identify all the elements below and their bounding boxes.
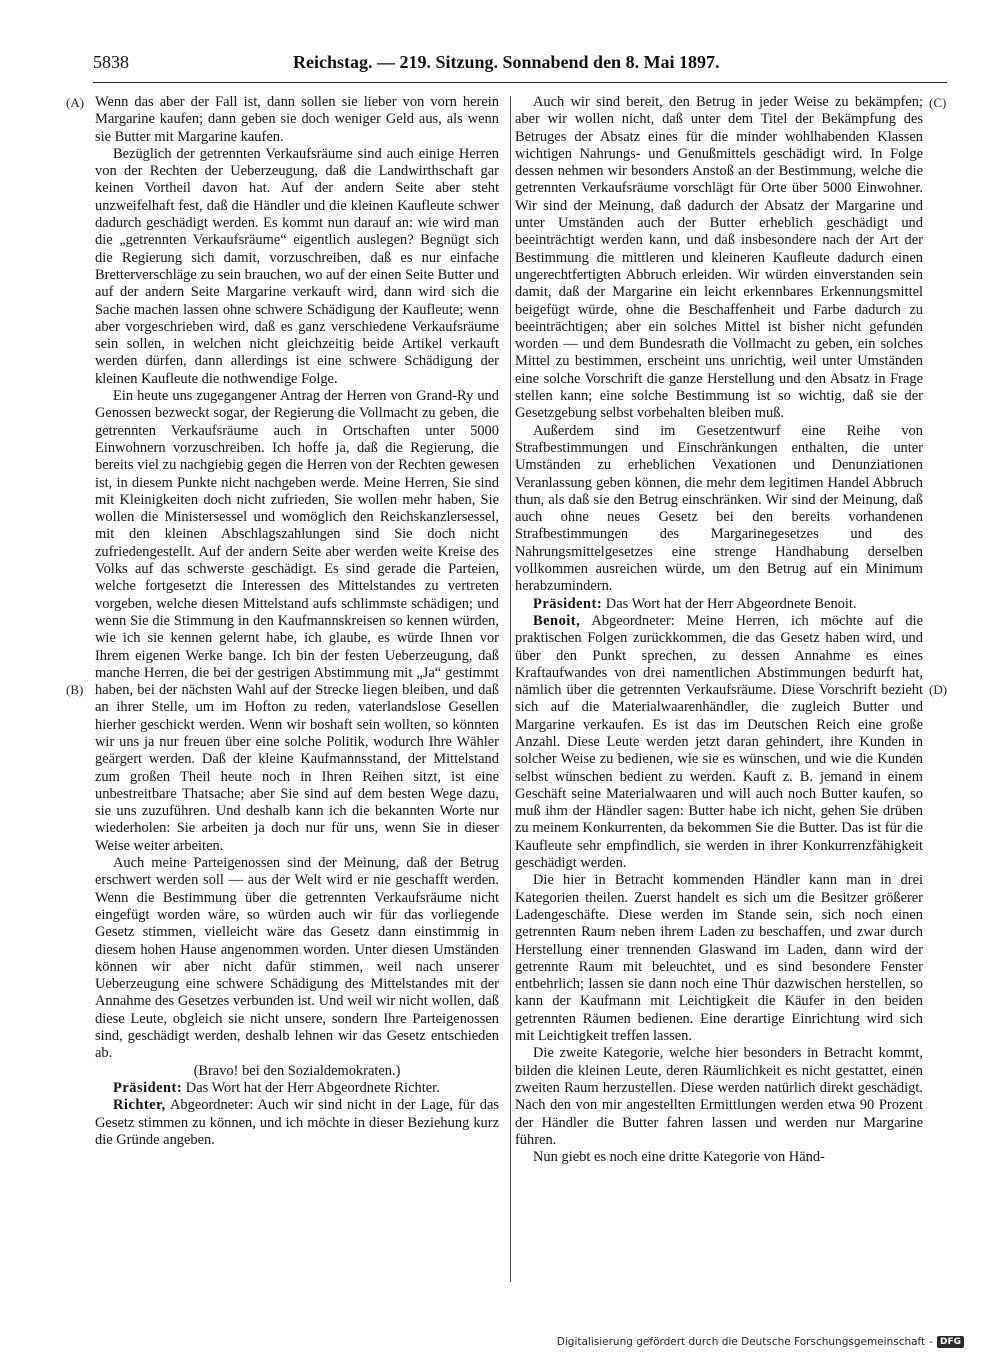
paragraph: Außerdem sind im Gesetzentwurf eine Reihe von Strafbestimmungen und Einschränkungen enthalten, die unter Umständen zu erheblichen Vexationen und Denunziationen Veranlassung geben können, die mehr dem legitimen Handel Abbruch thun, als daß sie den Betrug einschränken. Wir sind der Meinung, daß auch ohne neues Gesetz bei den bereits vorhandenen Strafbestimmungen des Margarinegesetzes und des Nahrungsmittelgesetzes eine strenge Handhabung derselben vollkommen ausreichen würde, um den Betrug auf ein Minimum herabzumindern.: [515, 422, 923, 595]
speech-text: Das Wort hat der Herr Abgeordnete Benoit.: [605, 595, 857, 612]
speech-paragraph: [95, 1080, 499, 1097]
speaker-name: Richter,: [113, 1097, 166, 1114]
header-rule: [93, 82, 947, 83]
paragraph: Ein heute uns zugegangener Antrag der Herren von Grand-Ry und Genossen bezweckt sogar, der Regierung die Vollmacht zu geben, die getrennten Verkaufsräume auch in Ortschaften unter 5000 Einwohnern vorzuschreiben. Ich hoffe ja, daß die Regierung, die bereits viel zu nachgiebig gegen die Herren von der Rechten gewesen ist, in diesem Punkte nicht nachgeben werde. Meine Herren, Sie sind mit Kleinigkeiten doch nicht zufrieden, Sie wollen mehr haben, Sie wollen die Ministersessel und womöglich den Reichskanzlersessel, mit den kleinen Abschlagszahlungen sind Sie doch nicht zufriedengestellt. Auf der andern Seite aber werden weite Kreise des Volks auf das schwerste geschädigt. Es sind gerade die Parteien, welche fortgesetzt die Interessen des Mittelstandes zu vertreten vorgeben, welche diesen Mittelstand aufs schlimmste schädigen; und wenn Sie die Stimmung in den Kaufmannskreisen so kennen würden, wie ich sie kennen gelernt habe, ich glaube, es würde Ihnen vor Ihrem eigenen Werke bange. Ich bin der festen Ueberzeugung, daß manche Herren, die bei der gestrigen Abstimmung mit „Ja“ gestimmt haben, bei der nächsten Wahl auf der Strecke liegen bleiben, und daß an ihrer Stelle, um im Hofton zu reden, vaterlandslose Gesellen hierher geschickt werden. Wenn wir boshaft sein wollten, so könnten wir uns ja nur freuen über eine solche Politik, wodurch Ihre Wähler geärgert werden. Daß der kleine Kaufmannsstand, der Mittelstand zum großen Theil heute noch in Ihren Reihen sitzt, ist eine unbestreitbare Thatsache; aber Sie sind auf dem besten Wege dazu, sie uns zuzuführen. Und deshalb kann ich die bekannten Worte nur wiederholen: Sie arbeiten ja doch nur für uns, wenn Sie in dieser Weise weiter arbeiten.: [95, 388, 499, 854]
speech-text: Das Wort hat der Herr Abgeordnete Richter.: [185, 1079, 440, 1096]
dfg-logo: DFG: [937, 1336, 964, 1348]
margin-marker-b: (B): [66, 682, 84, 697]
speech-paragraph: [95, 1097, 499, 1149]
page-number: 5838: [93, 52, 129, 72]
speech-text: Abgeordneter: Auch wir sind nicht in der Lage, für das Gesetz stimmen zu können, und ich möchte in dieser Beziehung kurz die Gründe angeben.: [95, 1097, 500, 1148]
page-header: [93, 52, 947, 80]
running-title: Reichstag. — 219. Sitzung. Sonnabend den 8. Mai 1897.: [293, 52, 720, 72]
margin-marker-a: (A): [66, 95, 85, 110]
speaker-name: Benoit,: [533, 612, 581, 629]
margin-marker-d: (D): [929, 682, 948, 697]
column-divider: [510, 96, 511, 1282]
paragraph: Auch wir sind bereit, den Betrug in jeder Weise zu bekämpfen; aber wir wollen nicht, daß unter dem Titel der Bekämpfung des Betruges der Absatz eines für die minder wohlhabenden Klassen wichtigen Nahrungs- und Genußmittels geschädigt wird. In Folge dessen nehmen wir besonders Anstoß an der Bestimmung, welche die getrennten Verkaufsräume vorschlägt für Orte über 5000 Einwohner. Wir sind der Meinung, daß dadurch der Absatz der Margarine und unter Umständen auch der Butter erheblich geschädigt und beeinträchtigt werden kann, und daß insbesondere nach der Art der Bestimmung die mittleren und kleineren Kaufleute dadurch einen ungerechtfertigten Abbruch erleiden. Wir würden einverstanden sein damit, daß der Margarine ein leicht erkennbares Erkennungsmittel beigefügt würde, ohne die Beschaffenheit und Farbe dadurch zu beeinträchtigen; aber ein solches Mittel ist bisher nicht gefunden worden — und dem Bundesrath die Vollmacht zu geben, ein solches Mittel zu bestimmen, erscheint uns unrichtig, weil unter Umständen eine solche Vorschrift die ganze Herstellung und den Absatz in Frage stellen kann; eine solche Bestimmung ist so wichtig, daß sie der Gesetzgebung selbst vorbehalten bleiben muß.: [515, 94, 923, 422]
applause-note: (Bravo! bei den Sozialdemokraten.): [193, 1062, 401, 1079]
speech-paragraph: [515, 596, 923, 613]
paragraph: Bezüglich der getrennten Verkaufsräume sind auch einige Herren von der Rechten der Ueberzeugung, daß die Landwirthschaft gar keinen Vortheil davon hat. Auf der andern Seite aber steht unzweifelhaft fest, daß die Händler und die kleinen Kaufleute schwer dadurch geschädigt werden. Es kommt nun darauf an: wie wird man die „getrennten Verkaufsräume“ eigentlich auslegen? Begnügt sich die Regierung sich damit, vorzuschreiben, daß es nur einfache Bretterverschläge zu sein brauchen, wo auf der einen Seite Butter und auf der andern Seite Margarine verkauft wird, dann wird sich die Sache machen lassen ohne schwere Schädigung der Kaufleute; wenn aber vorgeschrieben wird, daß es ganz verschiedene Verkaufsräume sein sollen, in welchen nicht gleichzeitig beide Artikel verkauft werden dürfen, dann allerdings ist eine schwere Schädigung der kleinen Kaufleute die nothwendige Folge.: [95, 145, 499, 387]
paragraph: Die zweite Kategorie, welche hier besonders in Betracht kommt, bilden die kleinen Leute, deren Räumlichkeit es nicht gestattet, einen zweiten Raum herzustellen. Diese werden natürlich direkt geschädigt. Nach den von mir angestellten Ermittlungen werden etwa 90 Prozent der Händler die Butter fahren lassen und werden nur Margarine führen.: [515, 1045, 923, 1148]
paragraph: Auch meine Parteigenossen sind der Meinung, daß der Betrug erschwert werden soll — aus der Welt wird er nie geschafft werden. Wenn die Bestimmung über die getrennten Verkaufsräume nicht eingefügt worden wäre, so würden auch wir für das vorliegende Gesetz stimmen, vielleicht wäre das Gesetz dann einstimmig in diesem hohen Hause angenommen worden. Unter diesen Umständen können wir aber nicht dafür stimmen, weil nach unserer Ueberzeugung eine schwere Schädigung des Mittelstandes mit der Annahme des Gesetzes verbunden ist. Und weil wir nicht wollen, daß diese Leute, obgleich sie nicht unsere, sondern Ihre Parteigenossen sind, geschädigt werden, deshalb lehnen wir das Gesetz entschieden ab.: [95, 855, 499, 1062]
paragraph: Nun giebt es noch eine dritte Kategorie von Händ-: [533, 1149, 825, 1166]
footer-credit: Digitalisierung gefördert durch die Deutsche Forschungsgemeinschaft - DFG: [557, 1336, 964, 1348]
speech-paragraph: [515, 613, 923, 872]
speaker-name: Präsident:: [533, 595, 603, 612]
footer-text: Digitalisierung gefördert durch die Deutsche Forschungsgemeinschaft: [556, 1336, 926, 1348]
right-column: [515, 94, 923, 1166]
margin-marker-c: (C): [929, 95, 947, 110]
speaker-name: Präsident:: [113, 1079, 183, 1096]
speech-text: Abgeordneter: Meine Herren, ich möchte auf die praktischen Folgen zurückkommen, die das Gesetz haben wird, und über den Punkt sprechen, zu dessen Annahme es eines Kraftaufwandes von drei namentlichen Abstimmungen bedurft hat, nämlich über die getrennten Verkaufsräume. Diese Vorschrift bezieht sich auf die Materialwaarenhändler, die zugleich Butter und Margarine verkaufen. Es ist das im Deutschen Reich eine große Anzahl. Diese Leute werden jetzt daran gehindert, ihre Kunden in solcher Weise zu bedienen, wie sie es wünschen, und wie die Kunden selbst wünschen bedient zu werden. Kauft z. B. jemand in einem Geschäft seine Materialwaaren und will auch noch Butter kaufen, so muß ihm der Händler sagen: Butter habe ich nicht, gehen Sie drüben zu meinem Konkurrenten, da bekommen Sie die Butter. Das ist für die Kaufleute sehr empfindlich, sie werden in ihrer Konkurrenzfähigkeit geschädigt werden.: [515, 612, 923, 872]
paragraph: Wenn das aber der Fall ist, dann sollen sie lieber von vorn herein Margarine kaufen; dann geben sie doch weniger Geld aus, als wenn sie Butter mit Margarine kaufen.: [95, 94, 499, 145]
paragraph: Die hier in Betracht kommenden Händler kann man in drei Kategorien theilen. Zuerst handelt es sich um die Besitzer größerer Ladengeschäfte. Diese werden im Stande sein, sich noch einen getrennten Raum neben ihrem Laden zu beschaffen, und zwar durch Herstellung einer trennenden Glaswand im Laden, dann wird der getrennte Raum mit beleuchtet, und es sind besondere Fenster entbehrlich; lassen sie dann noch eine Thür dazwischen herstellen, so kann der Kaufmann mit Leichtigkeit die Käufer in den beiden getrennten Räumen bedienen. Eine derartige Einrichtung wird sich mit Leichtigkeit treffen lassen.: [515, 872, 923, 1045]
left-column: [95, 94, 499, 1149]
